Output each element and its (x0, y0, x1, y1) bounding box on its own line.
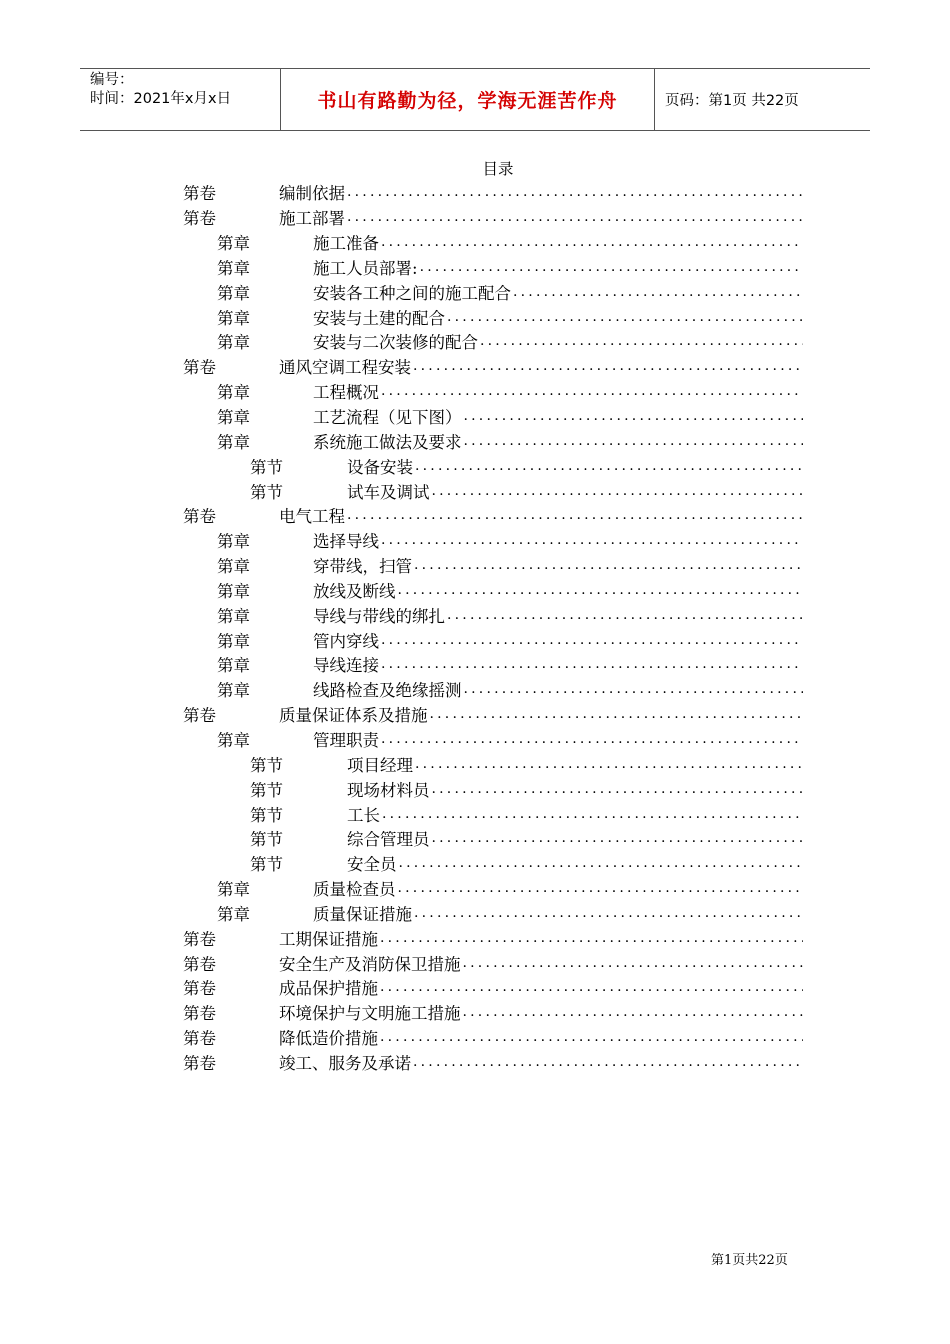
toc-entry[interactable] (183, 677, 803, 702)
toc-entry[interactable] (183, 950, 803, 975)
toc-entry[interactable] (183, 776, 803, 801)
toc-entry-number: 第节 (250, 855, 283, 875)
toc-leader-dots (445, 607, 803, 623)
toc-leader-dots (461, 955, 804, 971)
toc-entry-title: 导线与带线的绑扎 (313, 606, 445, 626)
toc-leader-dots (379, 731, 803, 747)
toc-entry-title: 施工部署 (279, 209, 345, 229)
toc-entry-number: 第章 (217, 283, 250, 303)
toc-entry-title: 放线及断线 (313, 581, 396, 601)
toc-entry-title: 安全生产及消防保卫措施 (279, 954, 461, 974)
toc-entry[interactable] (183, 528, 803, 553)
toc-entry[interactable] (183, 379, 803, 404)
toc-entry[interactable] (183, 205, 803, 230)
toc-entry-title: 质量保证体系及措施 (279, 706, 428, 726)
toc-entry[interactable] (183, 727, 803, 752)
toc-entry-title: 通风空调工程安装 (279, 358, 411, 378)
toc-entry-number: 第卷 (183, 1029, 216, 1049)
toc-entry[interactable] (183, 826, 803, 851)
toc-leader-dots (397, 855, 804, 871)
toc-leader-dots (430, 830, 804, 846)
toc-entry-number: 第卷 (183, 706, 216, 726)
toc-entry[interactable] (183, 428, 803, 453)
toc-entry[interactable] (183, 180, 803, 205)
toc-entry-title: 质量保证措施 (313, 904, 412, 924)
toc-entry-number: 第章 (217, 557, 250, 577)
toc-entry-title: 工程概况 (313, 383, 379, 403)
toc-leader-dots (379, 632, 803, 648)
toc-leader-dots (445, 309, 803, 325)
toc-entry-number: 第章 (217, 730, 250, 750)
toc-entry[interactable] (183, 578, 803, 603)
toc-leader-dots (411, 1054, 803, 1070)
toc-entry-title: 安全员 (347, 855, 397, 875)
toc-entry-title: 施工准备 (313, 234, 379, 254)
toc-entry-number: 第章 (217, 581, 250, 601)
toc-entry-number: 第卷 (183, 979, 216, 999)
toc-leader-dots (418, 259, 803, 275)
toc-entry-title: 成品保护措施 (279, 979, 378, 999)
toc-entry-number: 第章 (217, 383, 250, 403)
toc-entry-number: 第卷 (183, 954, 216, 974)
toc-entry-number: 第卷 (183, 929, 216, 949)
toc-entry-title: 导线连接 (313, 656, 379, 676)
toc-entry-number: 第卷 (183, 184, 216, 204)
toc-entry-number: 第章 (217, 258, 250, 278)
toc-entry-number: 第章 (217, 880, 250, 900)
toc-entry[interactable] (183, 1025, 803, 1050)
toc-leader-dots (379, 656, 803, 672)
toc-leader-dots (345, 209, 803, 225)
toc-leader-dots (462, 408, 804, 424)
number-label: 编号： (90, 72, 134, 88)
toc-entry-title: 工期保证措施 (279, 929, 378, 949)
toc-entry-title: 现场材料员 (347, 780, 430, 800)
toc-entry[interactable] (183, 876, 803, 901)
toc-entry[interactable] (183, 975, 803, 1000)
toc-entry-title: 电气工程 (279, 507, 345, 527)
toc-entry[interactable] (183, 503, 803, 528)
toc-entry-number: 第章 (217, 656, 250, 676)
toc-entry[interactable] (183, 652, 803, 677)
toc-leader-dots (379, 532, 803, 548)
toc-entry-number: 第卷 (183, 1053, 216, 1073)
toc-leader-dots (378, 979, 803, 995)
header-page-info: 页码：第1页 共22页 (665, 93, 799, 109)
toc-entry-number: 第节 (250, 457, 283, 477)
toc-entry-number: 第章 (217, 234, 250, 254)
toc-entry-title: 系统施工做法及要求 (313, 432, 462, 452)
toc-entry-title: 施工人员部署: (313, 258, 418, 278)
toc-leader-dots (462, 681, 804, 697)
toc-entry-title: 管理职责 (313, 730, 379, 750)
toc-entry-title: 管内穿线 (313, 631, 379, 651)
toc-leader-dots (379, 234, 803, 250)
toc-leader-dots (413, 756, 803, 772)
toc-leader-dots (428, 706, 804, 722)
toc-entry-number: 第节 (250, 780, 283, 800)
toc-title: 目录 (482, 160, 514, 178)
toc-entry[interactable] (183, 900, 803, 925)
header-meta (80, 69, 281, 130)
toc-leader-dots (345, 507, 803, 523)
toc-entry-number: 第章 (217, 904, 250, 924)
toc-leader-dots (378, 1029, 803, 1045)
toc-entry[interactable] (183, 304, 803, 329)
toc-entry-title: 线路检查及绝缘摇测 (313, 681, 462, 701)
toc-leader-dots (430, 483, 804, 499)
toc-entry-title: 质量检查员 (313, 880, 396, 900)
toc-entry[interactable] (183, 553, 803, 578)
toc-entry-title: 工艺流程（见下图） (313, 408, 462, 428)
toc-entry-title: 工长 (347, 805, 380, 825)
toc-leader-dots (380, 806, 803, 822)
toc-entry-title: 项目经理 (347, 755, 413, 775)
toc-entry-number: 第章 (217, 681, 250, 701)
toc-entry[interactable] (183, 329, 803, 354)
toc-entry[interactable] (183, 404, 803, 429)
toc-entry-number: 第章 (217, 631, 250, 651)
toc-entry-title: 竣工、服务及承诺 (279, 1053, 411, 1073)
toc-entry-number: 第章 (217, 333, 250, 353)
toc-leader-dots (396, 582, 804, 598)
toc-leader-dots (511, 284, 803, 300)
toc-entry-number: 第章 (217, 408, 250, 428)
toc-leader-dots (478, 333, 803, 349)
toc-entry[interactable] (183, 627, 803, 652)
toc-entry-number: 第章 (217, 432, 250, 452)
toc-entry-title: 安装各工种之间的施工配合 (313, 283, 511, 303)
toc-leader-dots (345, 184, 803, 200)
toc-entry[interactable] (183, 279, 803, 304)
toc-leader-dots (379, 383, 803, 399)
toc-entry-title: 试车及调试 (347, 482, 430, 502)
toc-entry-number: 第卷 (183, 507, 216, 527)
toc-entry-number: 第章 (217, 308, 250, 328)
toc-entry[interactable] (183, 1000, 803, 1025)
table-of-contents (183, 180, 803, 1074)
toc-entry-title: 安装与二次装修的配合 (313, 333, 478, 353)
toc-entry-number: 第卷 (183, 209, 216, 229)
toc-entry[interactable] (183, 602, 803, 627)
toc-entry-title: 选择导线 (313, 532, 379, 552)
toc-entry-title: 综合管理员 (347, 830, 430, 850)
toc-entry-title: 降低造价措施 (279, 1029, 378, 1049)
toc-leader-dots (461, 1004, 804, 1020)
toc-entry[interactable] (183, 453, 803, 478)
toc-entry[interactable] (183, 925, 803, 950)
toc-leader-dots (412, 905, 803, 921)
toc-entry[interactable] (183, 354, 803, 379)
toc-entry-title: 编制依据 (279, 184, 345, 204)
toc-leader-dots (396, 880, 804, 896)
toc-entry[interactable] (183, 478, 803, 503)
toc-entry-title: 安装与土建的配合 (313, 308, 445, 328)
time-label: 时间：2021年x月x日 (90, 91, 232, 107)
toc-leader-dots (412, 557, 803, 573)
toc-leader-dots (430, 781, 804, 797)
toc-entry-number: 第节 (250, 755, 283, 775)
toc-entry[interactable] (183, 1050, 803, 1075)
toc-entry[interactable] (183, 751, 803, 776)
page-footer: 第1页共22页 (711, 1253, 788, 1268)
toc-entry-number: 第节 (250, 482, 283, 502)
toc-entry-number: 第节 (250, 805, 283, 825)
toc-entry-number: 第卷 (183, 358, 216, 378)
toc-entry[interactable] (183, 230, 803, 255)
toc-entry[interactable] (183, 801, 803, 826)
toc-leader-dots (462, 433, 804, 449)
toc-entry-number: 第章 (217, 606, 250, 626)
toc-entry[interactable] (183, 255, 803, 280)
toc-entry-title: 环境保护与文明施工措施 (279, 1004, 461, 1024)
page-header (80, 68, 870, 131)
toc-entry-number: 第卷 (183, 1004, 216, 1024)
header-motto: 书山有路勤为径，学海无涯苦作舟 (281, 69, 655, 130)
toc-entry[interactable] (183, 851, 803, 876)
toc-leader-dots (378, 930, 803, 946)
toc-leader-dots (413, 458, 803, 474)
toc-leader-dots (411, 358, 803, 374)
toc-entry-number: 第节 (250, 830, 283, 850)
toc-entry-title: 穿带线，扫管 (313, 557, 412, 577)
toc-entry[interactable] (183, 702, 803, 727)
toc-entry-number: 第章 (217, 532, 250, 552)
toc-entry-title: 设备安装 (347, 457, 413, 477)
